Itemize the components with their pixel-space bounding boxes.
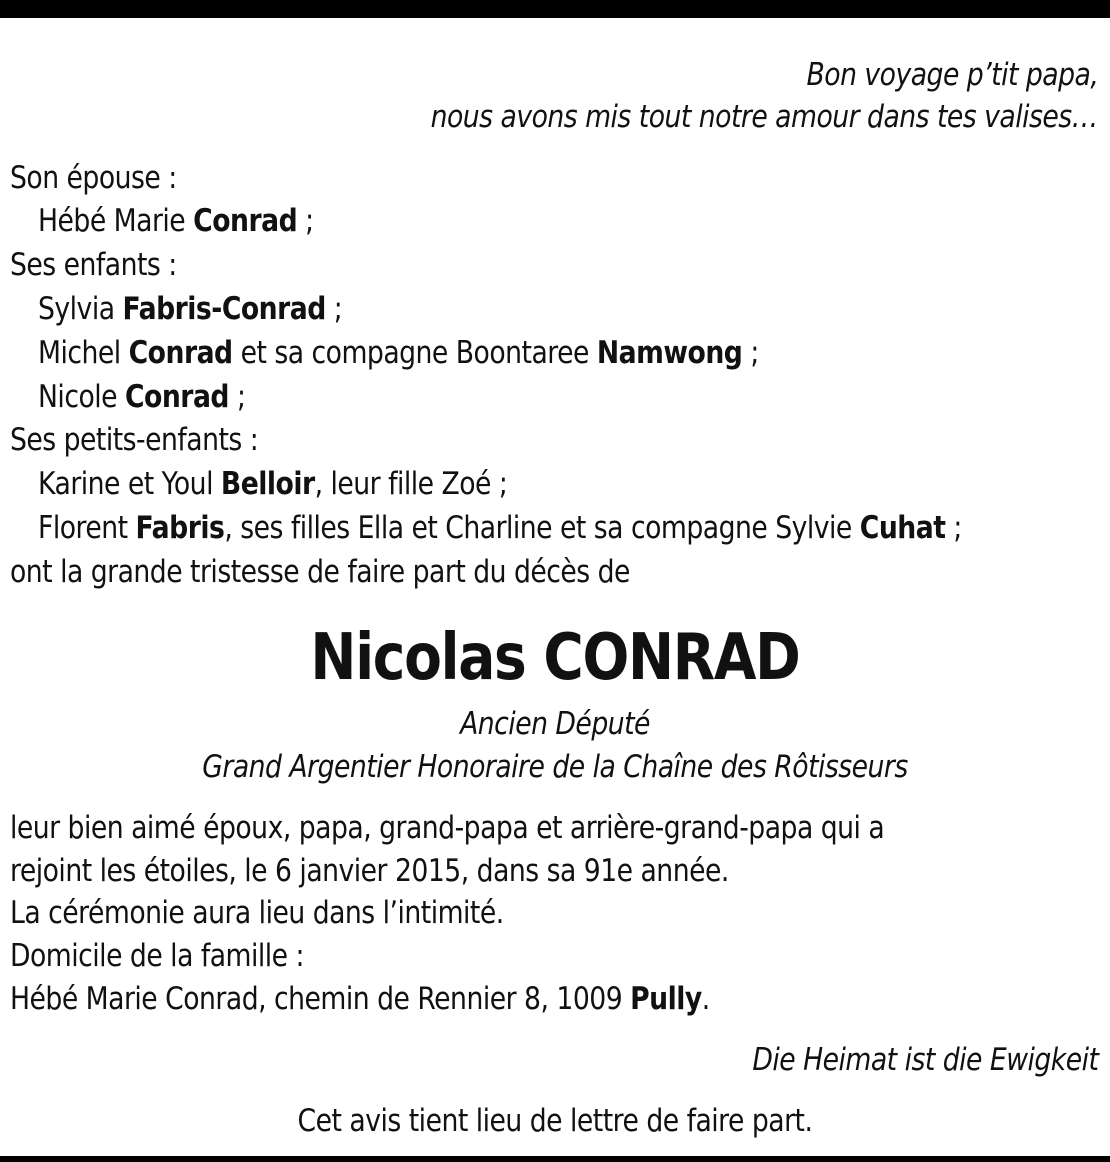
grandchild1-tail: , leur fille Zoé ; — [314, 466, 508, 502]
grandchild1-given-names: Karine et Youl — [38, 466, 221, 502]
top-rule — [0, 0, 1110, 18]
deceased-title-2: Grand Argentier Honoraire de la Chaîne des Rôtisseurs — [202, 749, 908, 785]
grandchild1-surname: Belloir — [220, 466, 315, 502]
body-line-3: La cérémonie aura lieu dans l’intimité. — [10, 895, 504, 931]
announcement-line: ont la grande tristesse de faire part du décès de — [10, 554, 630, 590]
grandchild2-given-name: Florent — [38, 510, 136, 546]
child1-tail: ; — [325, 291, 343, 327]
grandchild-entry-1 — [38, 464, 507, 504]
spouse-heading: Son épouse : — [10, 160, 177, 196]
child2-given-name: Michel — [38, 335, 129, 371]
body-line-1: leur bien aimé époux, papa, grand-papa et arrière-grand-papa qui a — [10, 810, 885, 846]
child2-partner-surname: Namwong — [596, 335, 743, 371]
child3-surname: Conrad — [124, 379, 229, 415]
address-text: Hébé Marie Conrad, chemin de Rennier 8, 1009 — [10, 981, 631, 1017]
spouse-entry — [38, 201, 314, 241]
body-line-2: rejoint les étoiles, le 6 janvier 2015, dans sa 91e année. — [10, 853, 729, 889]
child-entry-3 — [38, 377, 245, 417]
epigraph-line-2: nous avons mis tout notre amour dans tes valises… — [430, 99, 1098, 135]
child-entry-2 — [38, 333, 759, 373]
grandchild2-tail: ; — [945, 510, 962, 546]
child3-tail: ; — [228, 379, 246, 415]
child3-given-name: Nicole — [38, 379, 125, 415]
footer-note: Cet avis tient lieu de lettre de faire part. — [297, 1103, 813, 1139]
closing-quote: Die Heimat ist die Ewigkeit — [751, 1042, 1098, 1078]
address-line — [10, 979, 710, 1019]
spouse-given-name: Hébé Marie — [38, 203, 194, 239]
grandchild2-partner-surname: Cuhat — [859, 510, 946, 546]
child1-given-name: Sylvia — [38, 291, 123, 327]
grandchild2-middle: , ses filles Ella et Charline et sa compagne Sylvie — [224, 510, 860, 546]
deceased-name: Nicolas CONRAD — [310, 621, 800, 695]
child1-surname: Fabris-Conrad — [122, 291, 326, 327]
bottom-rule — [0, 1156, 1110, 1162]
child-entry-1 — [38, 289, 342, 329]
address-tail: . — [701, 981, 710, 1017]
body-line-4: Domicile de la famille : — [10, 938, 304, 974]
grandchild2-surname: Fabris — [135, 510, 225, 546]
address-city: Pully — [630, 981, 702, 1017]
spouse-surname: Conrad — [193, 203, 298, 239]
child2-middle: et sa compagne Boontaree — [232, 335, 597, 371]
grandchildren-heading: Ses petits-enfants : — [10, 422, 259, 458]
child2-surname: Conrad — [128, 335, 233, 371]
deceased-title-1: Ancien Député — [460, 706, 650, 742]
grandchild-entry-2 — [38, 508, 962, 548]
epigraph-line-1: Bon voyage p’tit papa, — [806, 57, 1098, 93]
spouse-tail: ; — [297, 203, 314, 239]
children-heading: Ses enfants : — [10, 247, 177, 283]
child2-tail: ; — [742, 335, 759, 371]
